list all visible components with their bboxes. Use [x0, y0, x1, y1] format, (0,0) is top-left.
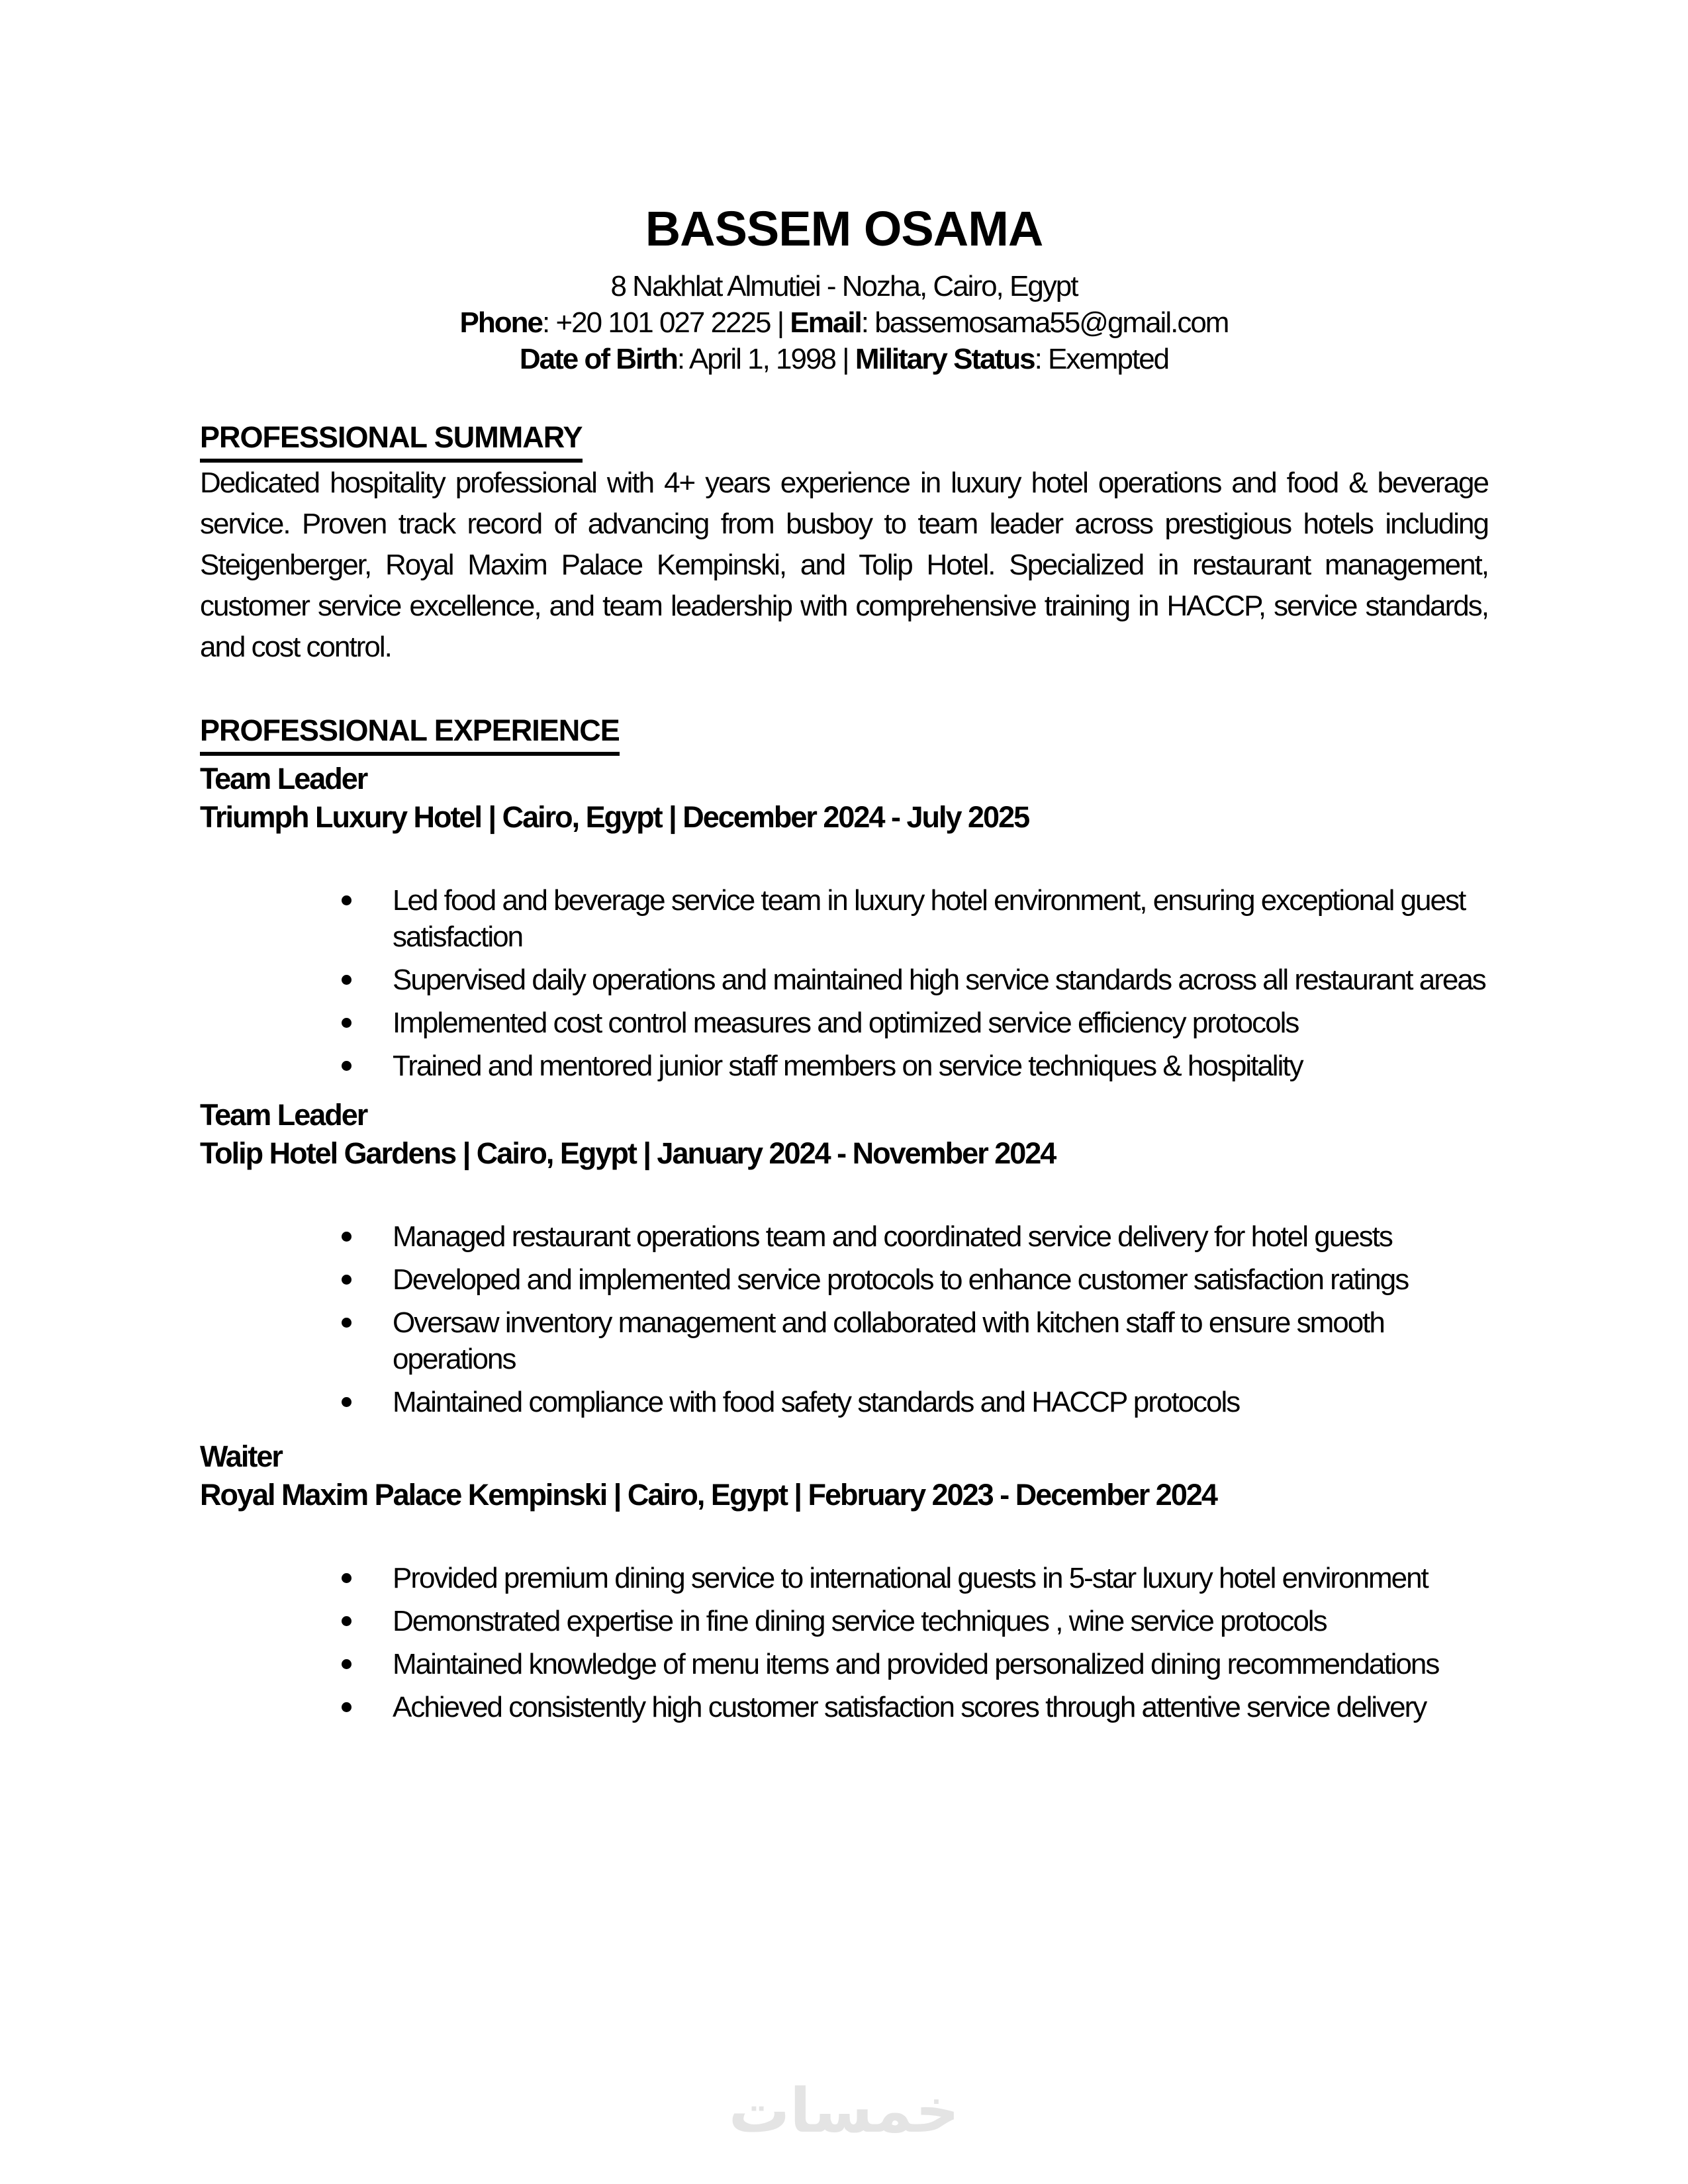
phone-value: +20 101 027 2225	[555, 306, 771, 339]
summary-paragraph: Dedicated hospitality professional with 4+ years experience in luxury hotel operations and food & beverage service. Proven track record of advancing from busboy to team leader across prestigious hotels including Steigenberger, Royal Maxim Palace Kempinski, and Tolip Hotel. Specialized in restaurant management, customer service excellence, and team leadership with comprehensive training in HACCP, service standards, and cost control.	[200, 467, 1488, 663]
phone-label: Phone	[459, 306, 542, 339]
bullet-item: Maintained compliance with food safety standards and HACCP protocols	[200, 1384, 1488, 1420]
bullet-item: Implemented cost control measures and optimized service efficiency protocols	[200, 1005, 1488, 1041]
job-entry	[200, 1096, 1488, 1420]
details-divider: |	[835, 343, 855, 375]
job-title: Waiter	[200, 1439, 282, 1473]
resume-content	[0, 201, 1688, 1725]
bullet-item: Supervised daily operations and maintained high service standards across all restaurant areas	[200, 962, 1488, 998]
email-colon: :	[861, 306, 875, 339]
military-status-label: Military Status	[855, 343, 1035, 375]
summary-section	[200, 377, 1488, 668]
bullet-item: Achieved consistently high customer satisfaction scores through attentive service delivery	[200, 1689, 1488, 1725]
bullet-item: Maintained knowledge of menu items and provided personalized dining recommendations	[200, 1646, 1488, 1682]
job-entry	[200, 1437, 1488, 1725]
job-title: Team Leader	[200, 1098, 367, 1132]
dob-label: Date of Birth	[519, 343, 677, 375]
summary-heading: PROFESSIONAL SUMMARY	[200, 419, 583, 463]
job-bullet-list	[200, 1218, 1488, 1420]
job-entry	[200, 760, 1488, 1084]
job-meta: Tolip Hotel Gardens | Cairo, Egypt | January 2024 - November 2024	[200, 1136, 1056, 1170]
details-line	[200, 341, 1488, 377]
bullet-item: Trained and mentored junior staff members on service techniques & hospitality	[200, 1048, 1488, 1084]
job-title: Team Leader	[200, 762, 367, 796]
military-colon: :	[1034, 343, 1049, 375]
military-status-value: Exempted	[1048, 343, 1169, 375]
experience-section	[200, 668, 1488, 1725]
bullet-item: Oversaw inventory management and collaborated with kitchen staff to ensure smooth operations	[200, 1304, 1488, 1377]
bullet-item: Managed restaurant operations team and coordinated service delivery for hotel guests	[200, 1218, 1488, 1255]
phone-colon: :	[542, 306, 556, 339]
job-meta: Triumph Luxury Hotel | Cairo, Egypt | December 2024 - July 2025	[200, 800, 1029, 834]
dob-colon: :	[677, 343, 689, 375]
person-name: BASSEM OSAMA	[645, 201, 1043, 256]
bullet-item: Provided premium dining service to international guests in 5-star luxury hotel environment	[200, 1560, 1488, 1596]
bullet-item: Led food and beverage service team in luxury hotel environment, ensuring exceptional guest satisfaction	[200, 882, 1488, 955]
contact-line	[200, 304, 1488, 341]
dob-value: April 1, 1998	[688, 343, 835, 375]
experience-heading: PROFESSIONAL EXPERIENCE	[200, 712, 620, 756]
job-bullet-list	[200, 1560, 1488, 1725]
email-label: Email	[790, 306, 861, 339]
address-line: 8 Nakhlat Almutiei - Nozha, Cairo, Egypt	[610, 270, 1078, 302]
bullet-item: Developed and implemented service protocols to enhance customer satisfaction ratings	[200, 1261, 1488, 1298]
job-bullet-list	[200, 882, 1488, 1084]
bullet-item: Demonstrated expertise in fine dining service techniques , wine service protocols	[200, 1603, 1488, 1639]
job-meta: Royal Maxim Palace Kempinski | Cairo, Egypt | February 2023 - December 2024	[200, 1478, 1217, 1512]
email-value: bassemosama55@gmail.com	[874, 306, 1229, 339]
contact-divider: |	[770, 306, 790, 339]
khamsat-watermark-logo: خمسات	[728, 2075, 960, 2146]
